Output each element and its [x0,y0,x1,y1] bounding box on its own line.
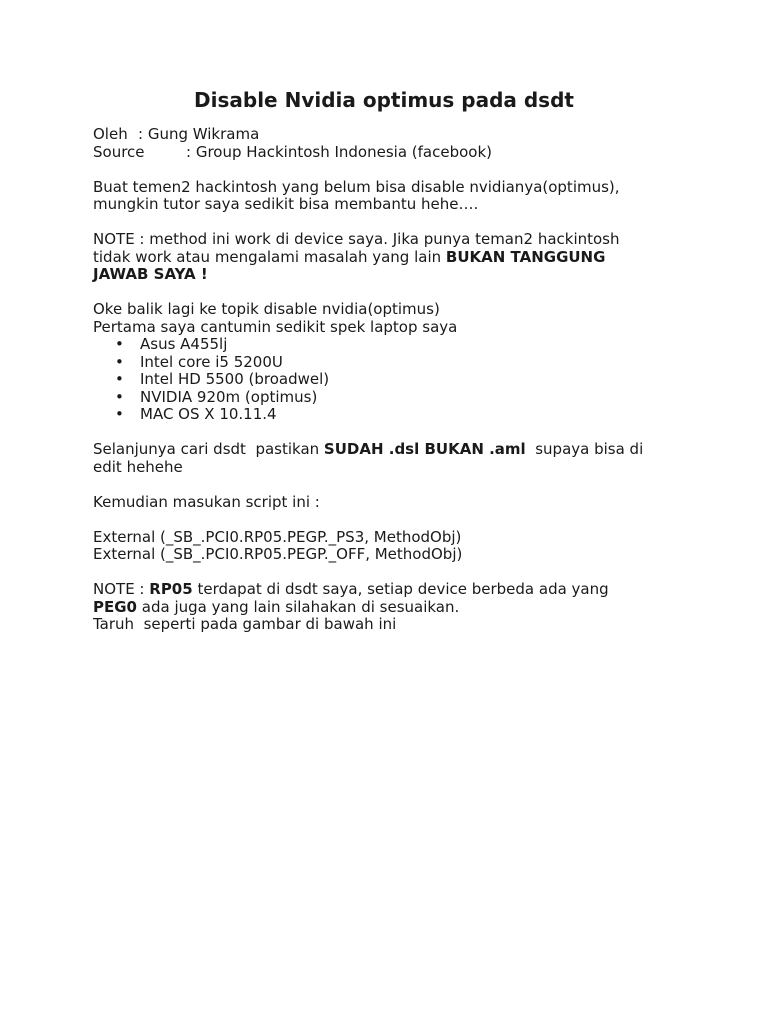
spacer [93,161,693,179]
code-line-1: External (_SB_.PCI0.RP05.PEGP._PS3, MethodObj) [93,527,462,546]
note2-line-3: Taruh seperti pada gambar di bawah ini [93,615,397,633]
spec-text: Intel core i5 5200U [140,352,283,371]
spec-text: MAC OS X 10.11.4 [140,405,277,423]
spec-list-item [93,371,693,389]
spec-list-item [93,406,693,424]
spec-list-item [93,354,693,372]
spacer [93,476,693,494]
note1-disclaimer-bold-cont: JAWAB SAYA ! [93,265,208,283]
note2-line-1 [93,581,693,599]
note1-line-2-text: tidak work atau mengalami masalah yang lain [93,247,446,266]
author-label: Oleh [93,125,128,143]
spacer [93,424,693,442]
note2-line-2 [93,599,693,617]
author-value: : Gung Wikrama [138,125,260,143]
source-line [93,144,693,162]
spec-text: Intel HD 5500 (broadwel) [140,370,330,388]
note2-label: NOTE : [93,580,150,598]
note1-disclaimer-bold: BUKAN TANGGUNG [445,247,606,266]
note1-line-1: NOTE : method ini work di device saya. Jika punya teman2 hackintosh [93,230,620,248]
source-value: : Group Hackintosh Indonesia (facebook) [186,142,493,161]
note1-line-3 [93,266,693,284]
note2-rp05-bold: RP05 [149,580,193,598]
spacer [93,564,693,582]
code-line-2: External (_SB_.PCI0.RP05.PEGP._OFF, MethodObj) [93,545,463,563]
spec-list-item [93,389,693,407]
bullet-icon: • [115,370,124,388]
bullet-icon: • [115,405,124,423]
dsdt-text-post: supaya bisa di [525,440,644,458]
dsdt-line-2: edit hehehe [93,457,183,476]
document-title: Disable Nvidia optimus pada dsdt [194,88,574,112]
intro-line-2: mungkin tutor saya sedikit bisa membantu hehe…. [93,195,479,213]
dsdt-text-pre: Selanjunya cari dsdt pastikan [93,440,324,458]
topic-line-1: Oke balik lagi ke topik disable nvidia(optimus) [93,300,440,318]
bullet-icon: • [115,387,124,406]
note1-line-2 [93,249,693,267]
spacer [93,511,693,529]
dsdt-line-1 [93,441,693,459]
script-intro: Kemudian masukan script ini : [93,492,320,511]
document-body [93,126,693,634]
topic-line-2: Pertama saya cantumin sedikit spek laptop saya [93,317,458,336]
note2-peg0-bold: PEG0 [93,597,137,616]
spacer [93,284,693,302]
note2-text-2: ada juga yang lain silahakan di sesuaikan. [137,597,460,616]
bullet-icon: • [115,352,124,371]
source-label: Source [93,142,145,161]
note2-text-1: terdapat di dsdt saya, setiap device berbeda ada yang [192,580,609,598]
spec-text: NVIDIA 920m (optimus) [140,387,318,406]
spec-list-item [93,336,693,354]
bullet-icon: • [115,335,124,353]
spec-list [93,336,693,424]
intro-line-1: Buat temen2 hackintosh yang belum bisa disable nvidianya(optimus), [93,177,620,196]
spec-text: Asus A455lj [140,335,228,353]
dsdt-format-bold: SUDAH .dsl BUKAN .aml [323,440,526,458]
author-line [93,126,693,144]
spacer [93,214,693,232]
